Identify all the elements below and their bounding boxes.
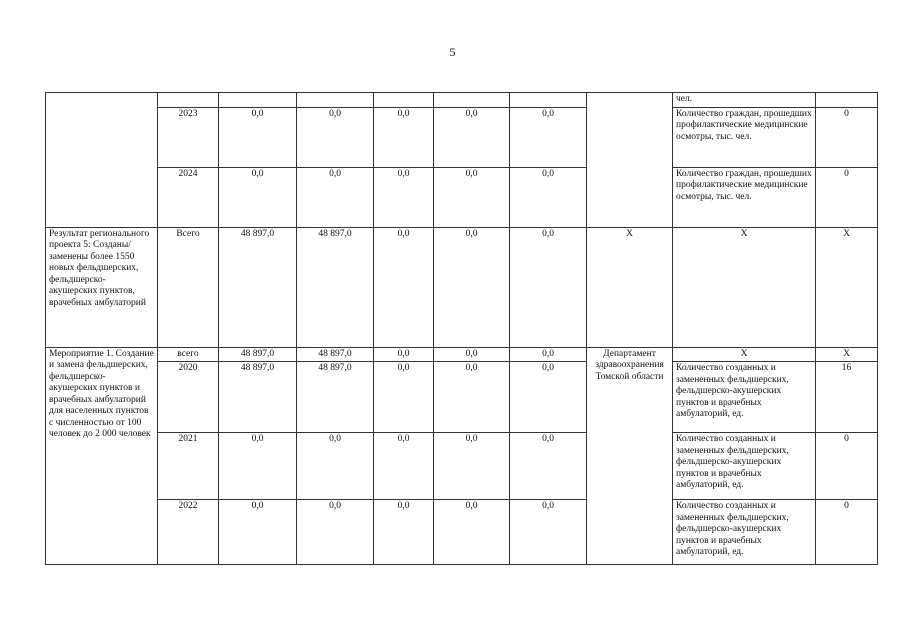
value-cell: 0,0 xyxy=(434,347,510,362)
value-cell: 48 897,0 xyxy=(219,227,297,347)
value-cell: 0,0 xyxy=(434,107,510,167)
year-cell: 2020 xyxy=(158,362,219,433)
table-row xyxy=(46,167,878,227)
target-cell: Х xyxy=(816,347,878,362)
value-cell: 0,0 xyxy=(219,433,297,500)
executor-cell: Х xyxy=(587,227,673,347)
target-cell: 0 xyxy=(816,167,878,227)
value-cell: 0,0 xyxy=(374,227,434,347)
value-cell: 48 897,0 xyxy=(297,347,374,362)
name-cell: Мероприятие 1. Создание и замена фельдшерских, фельдшерско-акушерских пунктов и врачебных амбулаторий для населенных пунктов с численностью от 100 человек до 2 000 человек xyxy=(46,347,158,565)
indicator-cell: чел. xyxy=(673,93,816,108)
value-cell: 0,0 xyxy=(434,433,510,500)
value-cell: 0,0 xyxy=(434,167,510,227)
value-cell: 0,0 xyxy=(219,107,297,167)
indicator-cell: Количество граждан, прошедших профилактические медицинские осмотры, тыс. чел. xyxy=(673,167,816,227)
name-cell: Результат регионального проекта 5: Созданы/заменены более 1550 новых фельдшерских, фельдшерско-акушерских пунктов, врачебных амбулаторий xyxy=(46,227,158,347)
value-cell: 0,0 xyxy=(374,167,434,227)
executor-cell xyxy=(587,93,673,228)
value-cell: 0,0 xyxy=(434,227,510,347)
table-row xyxy=(46,107,878,167)
value-cell: 0,0 xyxy=(374,500,434,565)
value-cell: 0,0 xyxy=(434,500,510,565)
table-row xyxy=(46,500,878,565)
value-cell: 0,0 xyxy=(374,433,434,500)
indicator-cell: Х xyxy=(673,227,816,347)
indicator-cell: Х xyxy=(673,347,816,362)
value-cell: 0,0 xyxy=(374,362,434,433)
value-cell: 0,0 xyxy=(297,107,374,167)
indicator-cell: Количество созданных и замененных фельдшерских, фельдшерско-акушерских пунктов и врачебных амбулаторий, ед. xyxy=(673,433,816,500)
value-cell: 48 897,0 xyxy=(297,362,374,433)
value-cell: 0,0 xyxy=(374,347,434,362)
value-cell: 0,0 xyxy=(510,107,587,167)
value-cell: 0,0 xyxy=(219,167,297,227)
indicator-cell: Количество граждан, прошедших профилактические медицинские осмотры, тыс. чел. xyxy=(673,107,816,167)
indicator-cell: Количество созданных и замененных фельдшерских, фельдшерско-акушерских пунктов и врачебных амбулаторий, ед. xyxy=(673,500,816,565)
target-cell: 0 xyxy=(816,107,878,167)
value-cell: 0,0 xyxy=(434,362,510,433)
year-cell: всего xyxy=(158,347,219,362)
target-cell: 16 xyxy=(816,362,878,433)
value-cell: 0,0 xyxy=(510,433,587,500)
executor-cell: Департамент здравоохранения Томской области xyxy=(587,347,673,565)
target-cell: Х xyxy=(816,227,878,347)
value-cell: 48 897,0 xyxy=(219,362,297,433)
table-row xyxy=(46,93,878,108)
value-cell: 0,0 xyxy=(374,107,434,167)
value-cell: 48 897,0 xyxy=(297,227,374,347)
program-table xyxy=(45,92,878,565)
value-cell: 0,0 xyxy=(510,167,587,227)
table-row xyxy=(46,227,878,347)
year-cell: 2024 xyxy=(158,167,219,227)
page-number: 5 xyxy=(449,45,456,59)
year-cell: Всего xyxy=(158,227,219,347)
year-cell: 2023 xyxy=(158,107,219,167)
value-cell: 0,0 xyxy=(297,500,374,565)
name-cell xyxy=(46,93,158,228)
value-cell: 0,0 xyxy=(510,227,587,347)
value-cell: 0,0 xyxy=(510,362,587,433)
target-cell: 0 xyxy=(816,433,878,500)
indicator-cell: Количество созданных и замененных фельдшерских, фельдшерско-акушерских пунктов и врачебных амбулаторий, ед. xyxy=(673,362,816,433)
value-cell: 0,0 xyxy=(510,500,587,565)
target-cell: 0 xyxy=(816,500,878,565)
table-row xyxy=(46,347,878,362)
table-row xyxy=(46,433,878,500)
value-cell: 0,0 xyxy=(297,433,374,500)
value-cell: 0,0 xyxy=(219,500,297,565)
value-cell: 0,0 xyxy=(510,347,587,362)
year-cell: 2022 xyxy=(158,500,219,565)
value-cell: 0,0 xyxy=(297,167,374,227)
table-row xyxy=(46,362,878,433)
year-cell: 2021 xyxy=(158,433,219,500)
value-cell: 48 897,0 xyxy=(219,347,297,362)
